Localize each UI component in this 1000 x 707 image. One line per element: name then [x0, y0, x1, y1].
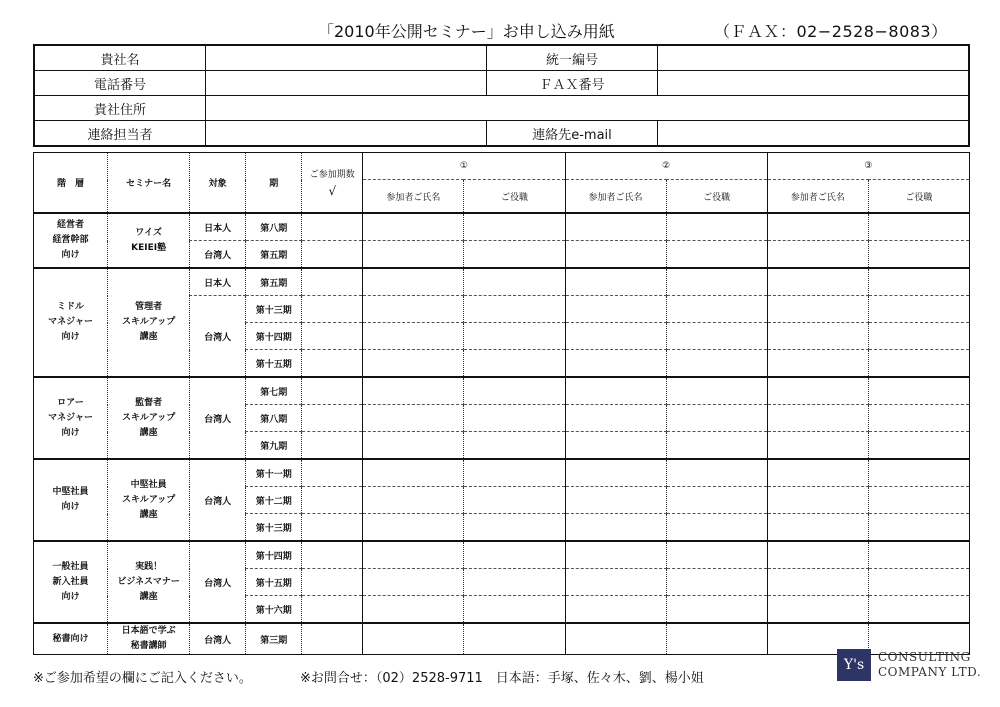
col-count-label: ご参加期数 — [309, 170, 355, 180]
participant-role-cell[interactable] — [464, 377, 565, 405]
participant-role-cell[interactable] — [868, 487, 969, 514]
company-name-label: 貴社名 — [34, 45, 206, 71]
participant-role-cell[interactable] — [666, 569, 767, 596]
participant-name-cell[interactable] — [767, 377, 868, 405]
participant-name-cell[interactable] — [767, 514, 868, 542]
company-logo-text — [878, 650, 981, 680]
term-cell: 第八期 — [246, 405, 302, 432]
participant-name-cell[interactable] — [767, 213, 868, 241]
participant-name-cell[interactable] — [565, 541, 666, 569]
count-input-cell[interactable] — [302, 350, 363, 378]
table-row — [34, 377, 970, 405]
participant-name-cell[interactable] — [363, 569, 464, 596]
participant-role-cell[interactable] — [666, 241, 767, 269]
phone-field[interactable] — [206, 71, 487, 96]
seminar-cell: 実践！ ビジネスマナー 講座 — [108, 541, 190, 623]
participant-role-cell[interactable] — [666, 459, 767, 487]
participant-name-cell[interactable] — [565, 432, 666, 460]
fill-note: ※ご参加希望の欄にご記入ください。 — [33, 671, 252, 686]
count-input-cell[interactable] — [302, 241, 363, 269]
participant-role-cell[interactable] — [464, 241, 565, 269]
fax-field[interactable] — [658, 71, 970, 96]
participant-name-cell[interactable] — [565, 323, 666, 350]
participant-name-cell[interactable] — [565, 350, 666, 378]
participant-role-cell[interactable] — [868, 432, 969, 460]
level-cell: 中堅社員 向け — [34, 459, 108, 541]
target-cell: 台湾人 — [190, 623, 246, 655]
participant-role-cell[interactable] — [464, 541, 565, 569]
table-row — [34, 268, 970, 296]
target-cell: 台湾人 — [190, 296, 246, 378]
participant-role-cell[interactable] — [464, 405, 565, 432]
participant-name-cell[interactable] — [565, 241, 666, 269]
level-cell: ロアー マネジャー 向け — [34, 377, 108, 459]
participant-name-cell[interactable] — [363, 541, 464, 569]
seminar-cell: 監督者 スキルアップ 講座 — [108, 377, 190, 459]
count-input-cell[interactable] — [302, 213, 363, 241]
term-cell: 第十二期 — [246, 487, 302, 514]
participant-name-cell[interactable] — [363, 350, 464, 378]
participant-role-cell[interactable] — [868, 377, 969, 405]
count-input-cell[interactable] — [302, 296, 363, 323]
term-cell: 第九期 — [246, 432, 302, 460]
participant-role-cell[interactable] — [464, 514, 565, 542]
participant-role-cell[interactable] — [464, 432, 565, 460]
col-role: ご役職 — [868, 180, 969, 214]
participant-2-header: ② — [565, 153, 767, 180]
participant-role-cell[interactable] — [868, 296, 969, 323]
term-cell: 第十三期 — [246, 514, 302, 542]
count-input-cell[interactable] — [302, 596, 363, 624]
count-input-cell[interactable] — [302, 323, 363, 350]
term-cell: 第十五期 — [246, 350, 302, 378]
col-name: 参加者ご氏名 — [767, 180, 868, 214]
term-cell: 第十四期 — [246, 323, 302, 350]
participant-role-cell[interactable] — [464, 323, 565, 350]
participant-role-cell[interactable] — [666, 213, 767, 241]
participant-name-cell[interactable] — [767, 323, 868, 350]
participant-role-cell[interactable] — [666, 541, 767, 569]
participant-role-cell[interactable] — [464, 350, 565, 378]
participant-name-cell[interactable] — [363, 296, 464, 323]
col-target: 対象 — [190, 153, 246, 214]
seminar-cell: 管理者 スキルアップ 講座 — [108, 268, 190, 377]
term-cell: 第十六期 — [246, 596, 302, 624]
participant-role-cell[interactable] — [868, 514, 969, 542]
form-title: 「2010年公開セミナー」お申し込み用紙 — [318, 22, 615, 41]
participant-3-header: ③ — [767, 153, 969, 180]
count-input-cell[interactable] — [302, 623, 363, 655]
participant-role-cell[interactable] — [464, 487, 565, 514]
participant-name-cell[interactable] — [565, 296, 666, 323]
seminar-cell: 日本語で学ぶ 秘書講師 — [108, 623, 190, 655]
participant-role-cell[interactable] — [464, 569, 565, 596]
participant-role-cell[interactable] — [464, 459, 565, 487]
col-role: ご役職 — [464, 180, 565, 214]
participant-role-cell[interactable] — [666, 323, 767, 350]
participant-name-cell[interactable] — [363, 459, 464, 487]
level-cell: ミドル マネジャー 向け — [34, 268, 108, 377]
participant-name-cell[interactable] — [565, 405, 666, 432]
fax-number: （ＦＡＸ：02−2528−8083） — [714, 22, 948, 41]
participant-name-cell[interactable] — [363, 405, 464, 432]
term-cell: 第五期 — [246, 241, 302, 269]
email-field[interactable] — [658, 121, 970, 147]
participant-name-cell[interactable] — [363, 487, 464, 514]
company-info-table — [33, 44, 970, 147]
term-cell: 第十一期 — [246, 459, 302, 487]
participant-name-cell[interactable] — [767, 268, 868, 296]
seminar-table — [33, 152, 970, 655]
participant-name-cell[interactable] — [363, 432, 464, 460]
count-input-cell[interactable] — [302, 268, 363, 296]
participant-role-cell[interactable] — [868, 541, 969, 569]
email-label: 連絡先e-mail — [487, 121, 658, 147]
term-cell: 第八期 — [246, 213, 302, 241]
col-role: ご役職 — [666, 180, 767, 214]
participant-name-cell[interactable] — [565, 569, 666, 596]
participant-name-cell[interactable] — [767, 432, 868, 460]
participant-name-cell[interactable] — [363, 241, 464, 269]
participant-name-cell[interactable] — [363, 623, 464, 655]
term-cell: 第十三期 — [246, 296, 302, 323]
count-input-cell[interactable] — [302, 432, 363, 460]
participant-1-header: ① — [363, 153, 565, 180]
participant-role-cell[interactable] — [868, 596, 969, 624]
participant-name-cell[interactable] — [767, 541, 868, 569]
table-row — [34, 623, 970, 655]
check-mark: √ — [328, 184, 337, 198]
seminar-cell: ワイズ KEIEI塾 — [108, 213, 190, 268]
unified-number-field[interactable] — [658, 45, 970, 71]
table-row — [34, 213, 970, 241]
logo-line-1: CONSULTING — [878, 650, 971, 664]
participant-role-cell[interactable] — [666, 623, 767, 655]
participant-name-cell[interactable] — [565, 596, 666, 624]
participant-name-cell[interactable] — [565, 268, 666, 296]
phone-label: 電話番号 — [34, 71, 206, 96]
participant-role-cell[interactable] — [666, 596, 767, 624]
participant-name-cell[interactable] — [363, 323, 464, 350]
col-count — [302, 153, 363, 214]
participant-role-cell[interactable] — [868, 241, 969, 269]
term-cell: 第七期 — [246, 377, 302, 405]
participant-role-cell[interactable] — [868, 350, 969, 378]
company-logo-icon: Y's — [837, 649, 871, 681]
participant-name-cell[interactable] — [363, 596, 464, 624]
contact-field[interactable] — [206, 121, 487, 147]
fax-label: ＦＡＸ番号 — [487, 71, 658, 96]
participant-role-cell[interactable] — [868, 569, 969, 596]
level-cell: 秘書向け — [34, 623, 108, 655]
logo-line-2: COMPANY LTD. — [878, 665, 982, 679]
term-cell: 第五期 — [246, 268, 302, 296]
contact-note: ※お問合せ：（02）2528-9711 日本語：手塚、佐々木、劉、楊小姐 — [300, 671, 704, 686]
participant-name-cell[interactable] — [767, 569, 868, 596]
table-row — [34, 541, 970, 569]
participant-role-cell[interactable] — [868, 268, 969, 296]
participant-role-cell[interactable] — [464, 268, 565, 296]
contact-label: 連絡担当者 — [34, 121, 206, 147]
seminar-cell: 中堅社員 スキルアップ 講座 — [108, 459, 190, 541]
target-cell: 台湾人 — [190, 377, 246, 459]
unified-number-label: 統一編号 — [487, 45, 658, 71]
count-input-cell[interactable] — [302, 569, 363, 596]
participant-role-cell[interactable] — [868, 213, 969, 241]
count-input-cell[interactable] — [302, 514, 363, 542]
company-name-field[interactable] — [206, 45, 487, 71]
participant-name-cell[interactable] — [767, 296, 868, 323]
participant-role-cell[interactable] — [666, 350, 767, 378]
participant-role-cell[interactable] — [666, 487, 767, 514]
participant-name-cell[interactable] — [767, 405, 868, 432]
target-cell: 日本人 — [190, 213, 246, 241]
participant-name-cell[interactable] — [565, 623, 666, 655]
participant-name-cell[interactable] — [767, 241, 868, 269]
target-cell: 台湾人 — [190, 241, 246, 269]
col-name: 参加者ご氏名 — [565, 180, 666, 214]
participant-name-cell[interactable] — [565, 377, 666, 405]
participant-name-cell[interactable] — [565, 459, 666, 487]
participant-name-cell[interactable] — [363, 377, 464, 405]
address-label: 貴社住所 — [34, 96, 206, 121]
col-level: 階 層 — [34, 153, 108, 214]
participant-name-cell[interactable] — [363, 213, 464, 241]
col-term: 期 — [246, 153, 302, 214]
participant-name-cell[interactable] — [565, 487, 666, 514]
participant-name-cell[interactable] — [767, 459, 868, 487]
count-input-cell[interactable] — [302, 405, 363, 432]
col-seminar: セミナー名 — [108, 153, 190, 214]
participant-role-cell[interactable] — [868, 323, 969, 350]
level-cell: 経営者 経営幹部 向け — [34, 213, 108, 268]
participant-name-cell[interactable] — [565, 213, 666, 241]
participant-name-cell[interactable] — [767, 487, 868, 514]
count-input-cell[interactable] — [302, 377, 363, 405]
target-cell: 台湾人 — [190, 459, 246, 541]
participant-role-cell[interactable] — [868, 459, 969, 487]
participant-role-cell[interactable] — [666, 514, 767, 542]
term-cell: 第十五期 — [246, 569, 302, 596]
participant-name-cell[interactable] — [363, 514, 464, 542]
participant-role-cell[interactable] — [666, 268, 767, 296]
participant-role-cell[interactable] — [666, 405, 767, 432]
count-input-cell[interactable] — [302, 459, 363, 487]
target-cell: 日本人 — [190, 268, 246, 296]
participant-role-cell[interactable] — [464, 623, 565, 655]
participant-role-cell[interactable] — [464, 296, 565, 323]
participant-role-cell[interactable] — [666, 377, 767, 405]
participant-name-cell[interactable] — [565, 514, 666, 542]
address-field[interactable] — [206, 96, 970, 121]
level-cell: 一般社員 新入社員 向け — [34, 541, 108, 623]
participant-name-cell[interactable] — [363, 268, 464, 296]
participant-role-cell[interactable] — [666, 296, 767, 323]
participant-role-cell[interactable] — [666, 432, 767, 460]
count-input-cell[interactable] — [302, 541, 363, 569]
table-row — [34, 459, 970, 487]
term-cell: 第十四期 — [246, 541, 302, 569]
participant-role-cell[interactable] — [464, 596, 565, 624]
target-cell: 台湾人 — [190, 541, 246, 623]
count-input-cell[interactable] — [302, 487, 363, 514]
col-name: 参加者ご氏名 — [363, 180, 464, 214]
participant-name-cell[interactable] — [767, 596, 868, 624]
term-cell: 第三期 — [246, 623, 302, 655]
participant-role-cell[interactable] — [868, 405, 969, 432]
participant-role-cell[interactable] — [464, 213, 565, 241]
participant-name-cell[interactable] — [767, 350, 868, 378]
